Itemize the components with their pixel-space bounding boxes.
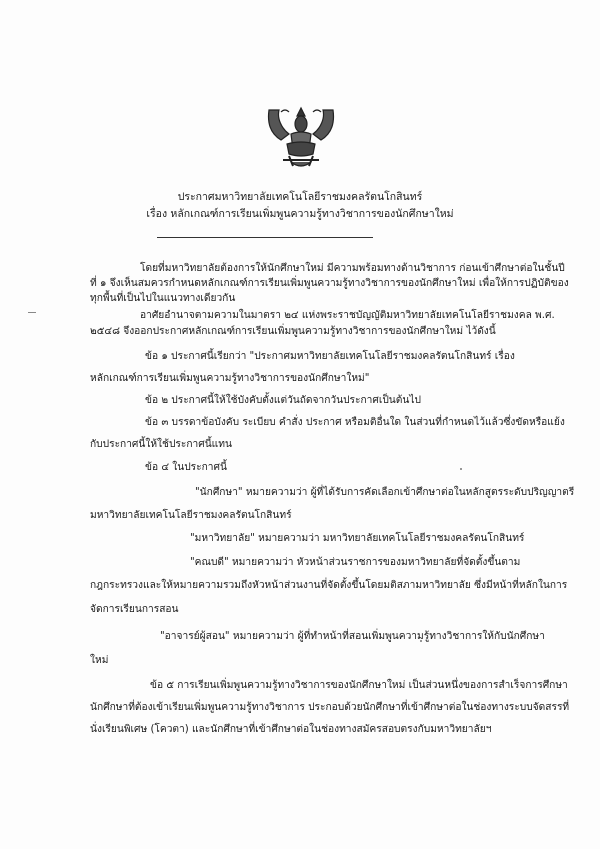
title-divider [157, 237, 373, 238]
body-text-line: นั่งเรียนพิเศษ (โควตา) และนักศึกษาที่เข้าศึกษาต่อในช่องทางสมัครสอบตรงกับมหาวิทยาลัยฯ [90, 724, 492, 735]
body-text-line: จัดการเรียนการสอน [90, 604, 179, 615]
body-text-line: ใหม่ [90, 655, 109, 666]
garuda-emblem-icon [263, 104, 339, 172]
announcement-subject: เรื่อง หลักเกณฑ์การเรียนเพิ่มพูนความรู้ทางวิชาการของนักศึกษาใหม่ [146, 208, 454, 220]
announcement-title: ประกาศมหาวิทยาลัยเทคโนโลยีราชมงคลรัตนโกสินทร์ [177, 191, 423, 203]
body-text-line: กับประกาศนี้ให้ใช้ประกาศนี้แทน [90, 439, 232, 450]
body-text-line: "คณบดี" หมายความว่า หัวหน้าส่วนราชการของมหาวิทยาลัยที่จัดตั้งขึ้นตาม [190, 557, 521, 568]
body-text-line: ข้อ ๔ ในประกาศนี้ [145, 462, 227, 473]
body-text-line: มหาวิทยาลัยเทคโนโลยีราชมงคลรัตนโกสินทร์ [90, 510, 292, 521]
body-text-line: ทุกพื้นที่เป็นไปในแนวทางเดียวกัน [90, 293, 236, 304]
body-text-line: อาศัยอำนาจตามความในมาตรา ๒๔ แห่งพระราชบัญญัติมหาวิทยาลัยเทคโนโลยีราชมงคล พ.ศ. [140, 310, 555, 321]
body-text-line: "นักศึกษา" หมายความว่า ผู้ที่ได้รับการคัดเลือกเข้าศึกษาต่อในหลักสูตรระดับปริญญาตรี [195, 487, 575, 498]
body-text-line: ๒๕๔๘ จึงออกประกาศหลักเกณฑ์การเรียนเพิ่มพูนความรู้ทางวิชาการของนักศึกษาใหม่ ไว้ดังนี้ [90, 326, 496, 337]
body-text-line: ข้อ ๕ การเรียนเพิ่มพูนความรู้ทางวิชาการของนักศึกษาใหม่ เป็นส่วนหนึ่งของการสำเร็จการศึกษา [150, 680, 568, 691]
scan-speck [460, 468, 462, 470]
body-text-line: ข้อ ๒ ประกาศนี้ให้ใช้บังคับตั้งแต่วันถัดจากวันประกาศเป็นต้นไป [145, 395, 421, 406]
body-text-line: "อาจารย์ผู้สอน" หมายความว่า ผู้ที่ทำหน้าที่สอนเพิ่มพูนความรู้ทางวิชาการให้กับนักศึกษา [160, 631, 545, 642]
body-text-line: ข้อ ๑ ประกาศนี้เรียกว่า "ประกาศมหาวิทยาลัยเทคโนโลยีราชมงคลรัตนโกสินทร์ เรื่อง [145, 351, 515, 362]
body-text-line: นักศึกษาที่ต้องเข้าเรียนเพิ่มพูนความรู้ทางวิชาการ ประกอบด้วยนักศึกษาที่เข้าศึกษาต่อในช่องทางระบบจัดสรรที่ [90, 702, 570, 713]
body-text-line: โดยที่มหาวิทยาลัยต้องการให้นักศึกษาใหม่ มีความพร้อมทางด้านวิชาการ ก่อนเข้าศึกษาต่อในชั้นปี [140, 263, 565, 274]
margin-mark [28, 312, 36, 313]
body-text-line: ข้อ ๓ บรรดาข้อบังคับ ระเบียบ คำสั่ง ประกาศ หรือมติอื่นใด ในส่วนที่กำหนดไว้แล้วซึ่งขัดหรือแย้ง [145, 417, 565, 428]
body-text-line: กฎกระทรวงและให้หมายความรวมถึงหัวหน้าส่วนงานที่จัดตั้งขึ้นโดยมติสภามหาวิทยาลัย ซึ่งมีหน้าที่หลักในการ [90, 580, 568, 591]
body-text-line: หลักเกณฑ์การเรียนเพิ่มพูนความรู้ทางวิชาการของนักศึกษาใหม่" [90, 373, 370, 384]
body-text-line: "มหาวิทยาลัย" หมายความว่า มหาวิทยาลัยเทคโนโลยีราชมงคลรัตนโกสินทร์ [190, 533, 525, 544]
body-text-line: ที่ ๑ จึงเห็นสมควรกำหนดหลักเกณฑ์การเรียนเพิ่มพูนความรู้ทางวิชาการของนักศึกษาใหม่ เพื่อให้การปฏิบัติของ [90, 278, 569, 289]
